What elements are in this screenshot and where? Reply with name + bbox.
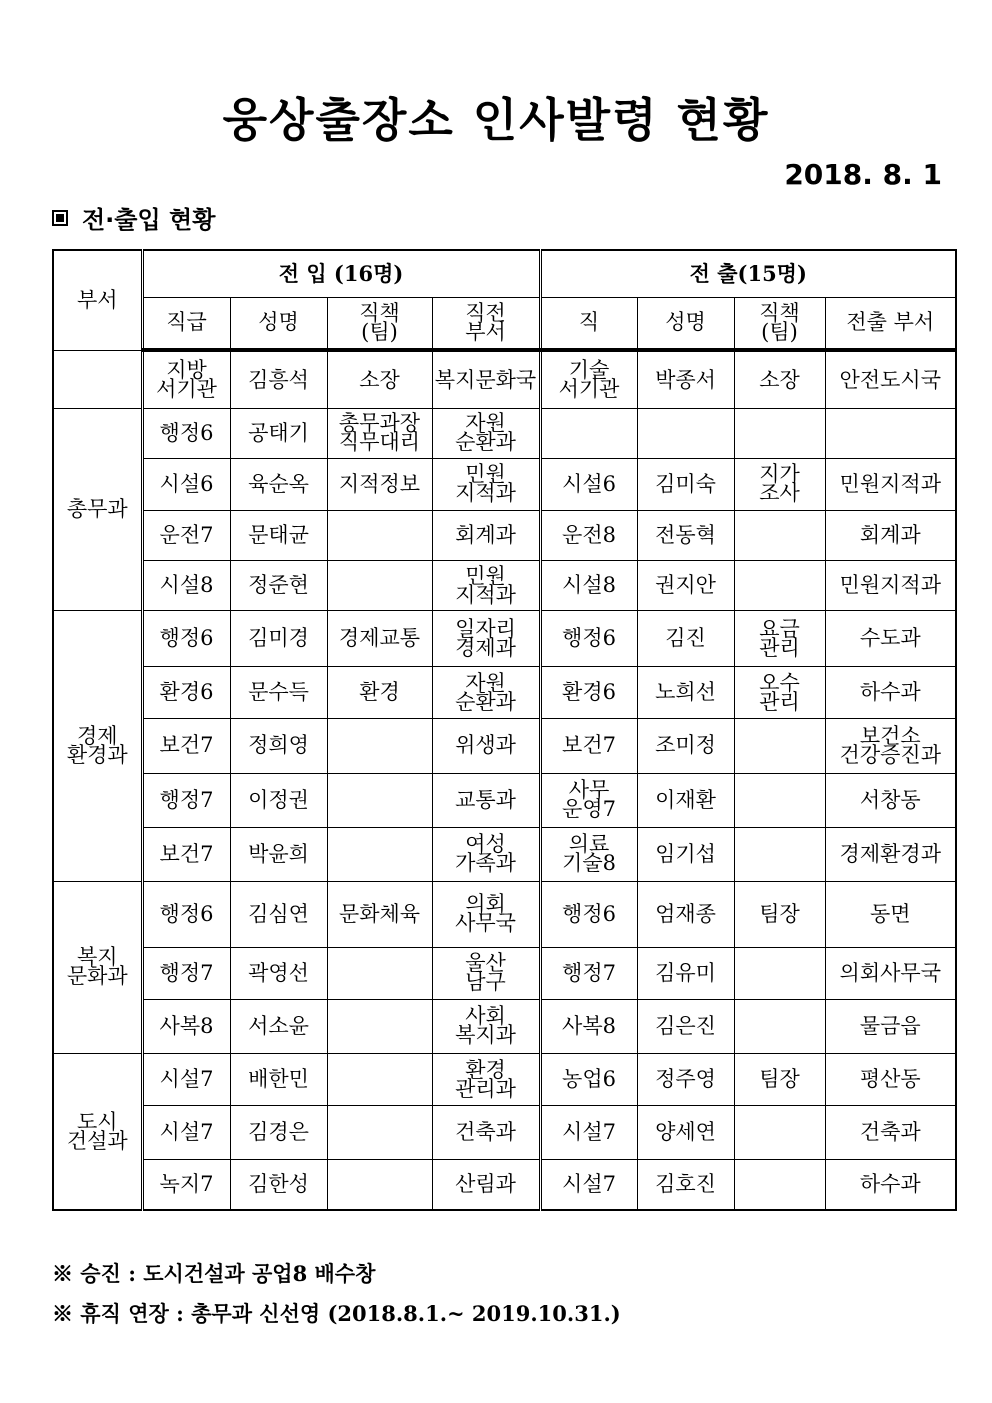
out-cell: 이재환 xyxy=(637,773,734,827)
dept-cell: 경제 환경과 xyxy=(53,611,142,882)
in-cell: 위생과 xyxy=(432,719,540,773)
out-cell: 평산동 xyxy=(825,1054,956,1106)
in-cell: 의회 사무국 xyxy=(432,881,540,947)
in-cell: 교통과 xyxy=(432,773,540,827)
out-cell: 양세연 xyxy=(637,1106,734,1160)
promotion-note: ※ 승진 : 도시건설과 공업8 배수창 xyxy=(52,1261,376,1286)
out-cell: 보건7 xyxy=(540,719,637,773)
out-cell: 행정7 xyxy=(540,947,637,999)
dept-cell xyxy=(53,350,142,408)
out-cell: 민원지적과 xyxy=(825,561,956,611)
out-col-header: 직책 (팀) xyxy=(734,297,825,350)
in-cell: 시설7 xyxy=(142,1106,230,1160)
out-cell: 서창동 xyxy=(825,773,956,827)
section-heading xyxy=(52,200,215,235)
out-cell: 팀장 xyxy=(734,881,825,947)
out-cell: 회계과 xyxy=(825,511,956,561)
in-cell: 시설6 xyxy=(142,458,230,510)
in-cell: 지적정보 xyxy=(327,458,432,510)
out-cell: 노희선 xyxy=(637,667,734,719)
in-cell: 보건7 xyxy=(142,719,230,773)
in-cell: 김흥석 xyxy=(230,350,327,408)
out-cell: 엄재종 xyxy=(637,881,734,947)
in-cell: 행정6 xyxy=(142,881,230,947)
in-cell: 환경6 xyxy=(142,667,230,719)
in-cell: 정희영 xyxy=(230,719,327,773)
in-cell: 환경 xyxy=(327,667,432,719)
table-row xyxy=(53,947,956,999)
in-cell: 보건7 xyxy=(142,827,230,881)
out-cell: 사복8 xyxy=(540,999,637,1053)
out-col-header: 전출 부서 xyxy=(825,297,956,350)
out-cell: 민원지적과 xyxy=(825,458,956,510)
out-cell: 전동혁 xyxy=(637,511,734,561)
out-cell xyxy=(734,1106,825,1160)
in-cell: 자원 순환과 xyxy=(432,667,540,719)
out-cell: 사무 운영7 xyxy=(540,773,637,827)
out-cell: 동면 xyxy=(825,881,956,947)
in-cell: 서소윤 xyxy=(230,999,327,1053)
in-cell: 김미경 xyxy=(230,611,327,667)
dept-header: 부서 xyxy=(53,250,142,350)
in-cell: 회계과 xyxy=(432,511,540,561)
transfer-table xyxy=(52,249,957,1211)
in-col-header: 성명 xyxy=(230,297,327,350)
out-cell xyxy=(734,1160,825,1210)
in-cell xyxy=(327,511,432,561)
in-cell: 박윤희 xyxy=(230,827,327,881)
in-cell xyxy=(327,773,432,827)
table-row xyxy=(53,881,956,947)
in-col-header: 직전 부서 xyxy=(432,297,540,350)
out-cell: 수도과 xyxy=(825,611,956,667)
in-cell: 녹지7 xyxy=(142,1160,230,1210)
out-cell: 시설6 xyxy=(540,458,637,510)
in-cell: 산림과 xyxy=(432,1160,540,1210)
in-cell: 김한성 xyxy=(230,1160,327,1210)
out-cell: 의회사무국 xyxy=(825,947,956,999)
out-cell xyxy=(734,827,825,881)
table-row xyxy=(53,1054,956,1106)
in-col-header: 직급 xyxy=(142,297,230,350)
in-cell: 총무과장 직무대리 xyxy=(327,408,432,458)
out-cell: 소장 xyxy=(734,350,825,408)
out-cell: 김미숙 xyxy=(637,458,734,510)
out-cell xyxy=(734,408,825,458)
in-cell: 행정6 xyxy=(142,611,230,667)
out-cell: 하수과 xyxy=(825,667,956,719)
out-cell: 운전8 xyxy=(540,511,637,561)
dept-cell: 복지 문화과 xyxy=(53,881,142,1053)
out-cell xyxy=(734,511,825,561)
out-cell: 김진 xyxy=(637,611,734,667)
in-cell: 일자리 경제과 xyxy=(432,611,540,667)
in-cell: 복지문화국 xyxy=(432,350,540,408)
table-row xyxy=(53,719,956,773)
out-cell xyxy=(734,561,825,611)
out-cell: 정주영 xyxy=(637,1054,734,1106)
out-cell: 권지안 xyxy=(637,561,734,611)
in-cell xyxy=(327,999,432,1053)
out-cell: 의료 기술8 xyxy=(540,827,637,881)
table-row xyxy=(53,408,956,458)
document-date: 2018. 8. 1 xyxy=(784,158,942,191)
out-cell: 농업6 xyxy=(540,1054,637,1106)
leave-extension-note: ※ 휴직 연장 : 총무과 신선영 (2018.8.1.~ 2019.10.31.) xyxy=(52,1301,621,1326)
in-group-header: 전 입 (16명) xyxy=(142,250,540,297)
in-cell: 곽영선 xyxy=(230,947,327,999)
table-row xyxy=(53,1160,956,1210)
in-cell: 민원 지적과 xyxy=(432,561,540,611)
in-cell xyxy=(327,827,432,881)
in-cell xyxy=(327,1106,432,1160)
section-title: 전·출입 현황 xyxy=(82,206,216,234)
out-cell xyxy=(540,408,637,458)
out-cell: 조미정 xyxy=(637,719,734,773)
in-cell: 행정6 xyxy=(142,408,230,458)
out-cell: 시설7 xyxy=(540,1106,637,1160)
out-cell: 요금 관리 xyxy=(734,611,825,667)
out-cell: 팀장 xyxy=(734,1054,825,1106)
out-cell: 환경6 xyxy=(540,667,637,719)
out-cell: 김호진 xyxy=(637,1160,734,1210)
in-cell: 행정7 xyxy=(142,773,230,827)
out-cell xyxy=(825,408,956,458)
in-cell: 울산 남구 xyxy=(432,947,540,999)
out-cell: 임기섭 xyxy=(637,827,734,881)
out-cell xyxy=(734,719,825,773)
in-cell xyxy=(327,947,432,999)
out-cell xyxy=(734,999,825,1053)
in-cell: 사회 복지과 xyxy=(432,999,540,1053)
in-cell xyxy=(327,1160,432,1210)
out-cell: 박종서 xyxy=(637,350,734,408)
out-cell: 김유미 xyxy=(637,947,734,999)
out-cell: 시설7 xyxy=(540,1160,637,1210)
table-row xyxy=(53,1106,956,1160)
out-cell: 행정6 xyxy=(540,611,637,667)
in-cell: 지방 서기관 xyxy=(142,350,230,408)
out-cell xyxy=(734,947,825,999)
dept-cell: 총무과 xyxy=(53,408,142,610)
in-cell: 시설8 xyxy=(142,561,230,611)
table-row xyxy=(53,827,956,881)
in-cell: 환경 관리과 xyxy=(432,1054,540,1106)
table-row xyxy=(53,350,956,408)
table-row xyxy=(53,511,956,561)
in-cell xyxy=(327,719,432,773)
out-col-header: 성명 xyxy=(637,297,734,350)
out-group-header: 전 출(15명) xyxy=(540,250,956,297)
table-row xyxy=(53,667,956,719)
out-cell: 건축과 xyxy=(825,1106,956,1160)
dept-cell: 도시 건설과 xyxy=(53,1054,142,1210)
out-cell: 기술 서기관 xyxy=(540,350,637,408)
out-cell: 경제환경과 xyxy=(825,827,956,881)
in-cell: 사복8 xyxy=(142,999,230,1053)
table-row xyxy=(53,561,956,611)
in-cell: 여성 가족과 xyxy=(432,827,540,881)
in-cell: 정준현 xyxy=(230,561,327,611)
page-title: 웅상출장소 인사발령 현황 xyxy=(222,93,770,147)
in-cell: 건축과 xyxy=(432,1106,540,1160)
out-cell: 오수 관리 xyxy=(734,667,825,719)
in-cell: 운전7 xyxy=(142,511,230,561)
in-cell: 김경은 xyxy=(230,1106,327,1160)
table-row xyxy=(53,458,956,510)
in-cell xyxy=(327,1054,432,1106)
in-cell: 공태기 xyxy=(230,408,327,458)
in-cell: 행정7 xyxy=(142,947,230,999)
out-col-header: 직 xyxy=(540,297,637,350)
out-cell: 안전도시국 xyxy=(825,350,956,408)
out-cell xyxy=(734,773,825,827)
in-cell: 자원 순환과 xyxy=(432,408,540,458)
in-cell: 소장 xyxy=(327,350,432,408)
in-cell: 문화체육 xyxy=(327,881,432,947)
in-cell: 문수득 xyxy=(230,667,327,719)
out-cell xyxy=(637,408,734,458)
in-cell: 경제교통 xyxy=(327,611,432,667)
out-cell: 물금읍 xyxy=(825,999,956,1053)
out-cell: 김은진 xyxy=(637,999,734,1053)
in-cell: 이정권 xyxy=(230,773,327,827)
in-cell: 문태균 xyxy=(230,511,327,561)
in-cell: 시설7 xyxy=(142,1054,230,1106)
in-cell: 민원 지적과 xyxy=(432,458,540,510)
table-row xyxy=(53,773,956,827)
out-cell: 하수과 xyxy=(825,1160,956,1210)
table-row xyxy=(53,611,956,667)
table-row xyxy=(53,999,956,1053)
out-cell: 지가 조사 xyxy=(734,458,825,510)
out-cell: 시설8 xyxy=(540,561,637,611)
in-cell: 육순옥 xyxy=(230,458,327,510)
in-cell: 김심연 xyxy=(230,881,327,947)
in-col-header: 직책 (팀) xyxy=(327,297,432,350)
in-cell xyxy=(327,561,432,611)
out-cell: 보건소 건강증진과 xyxy=(825,719,956,773)
in-cell: 배한민 xyxy=(230,1054,327,1106)
square-bullet-icon xyxy=(52,210,68,226)
out-cell: 행정6 xyxy=(540,881,637,947)
